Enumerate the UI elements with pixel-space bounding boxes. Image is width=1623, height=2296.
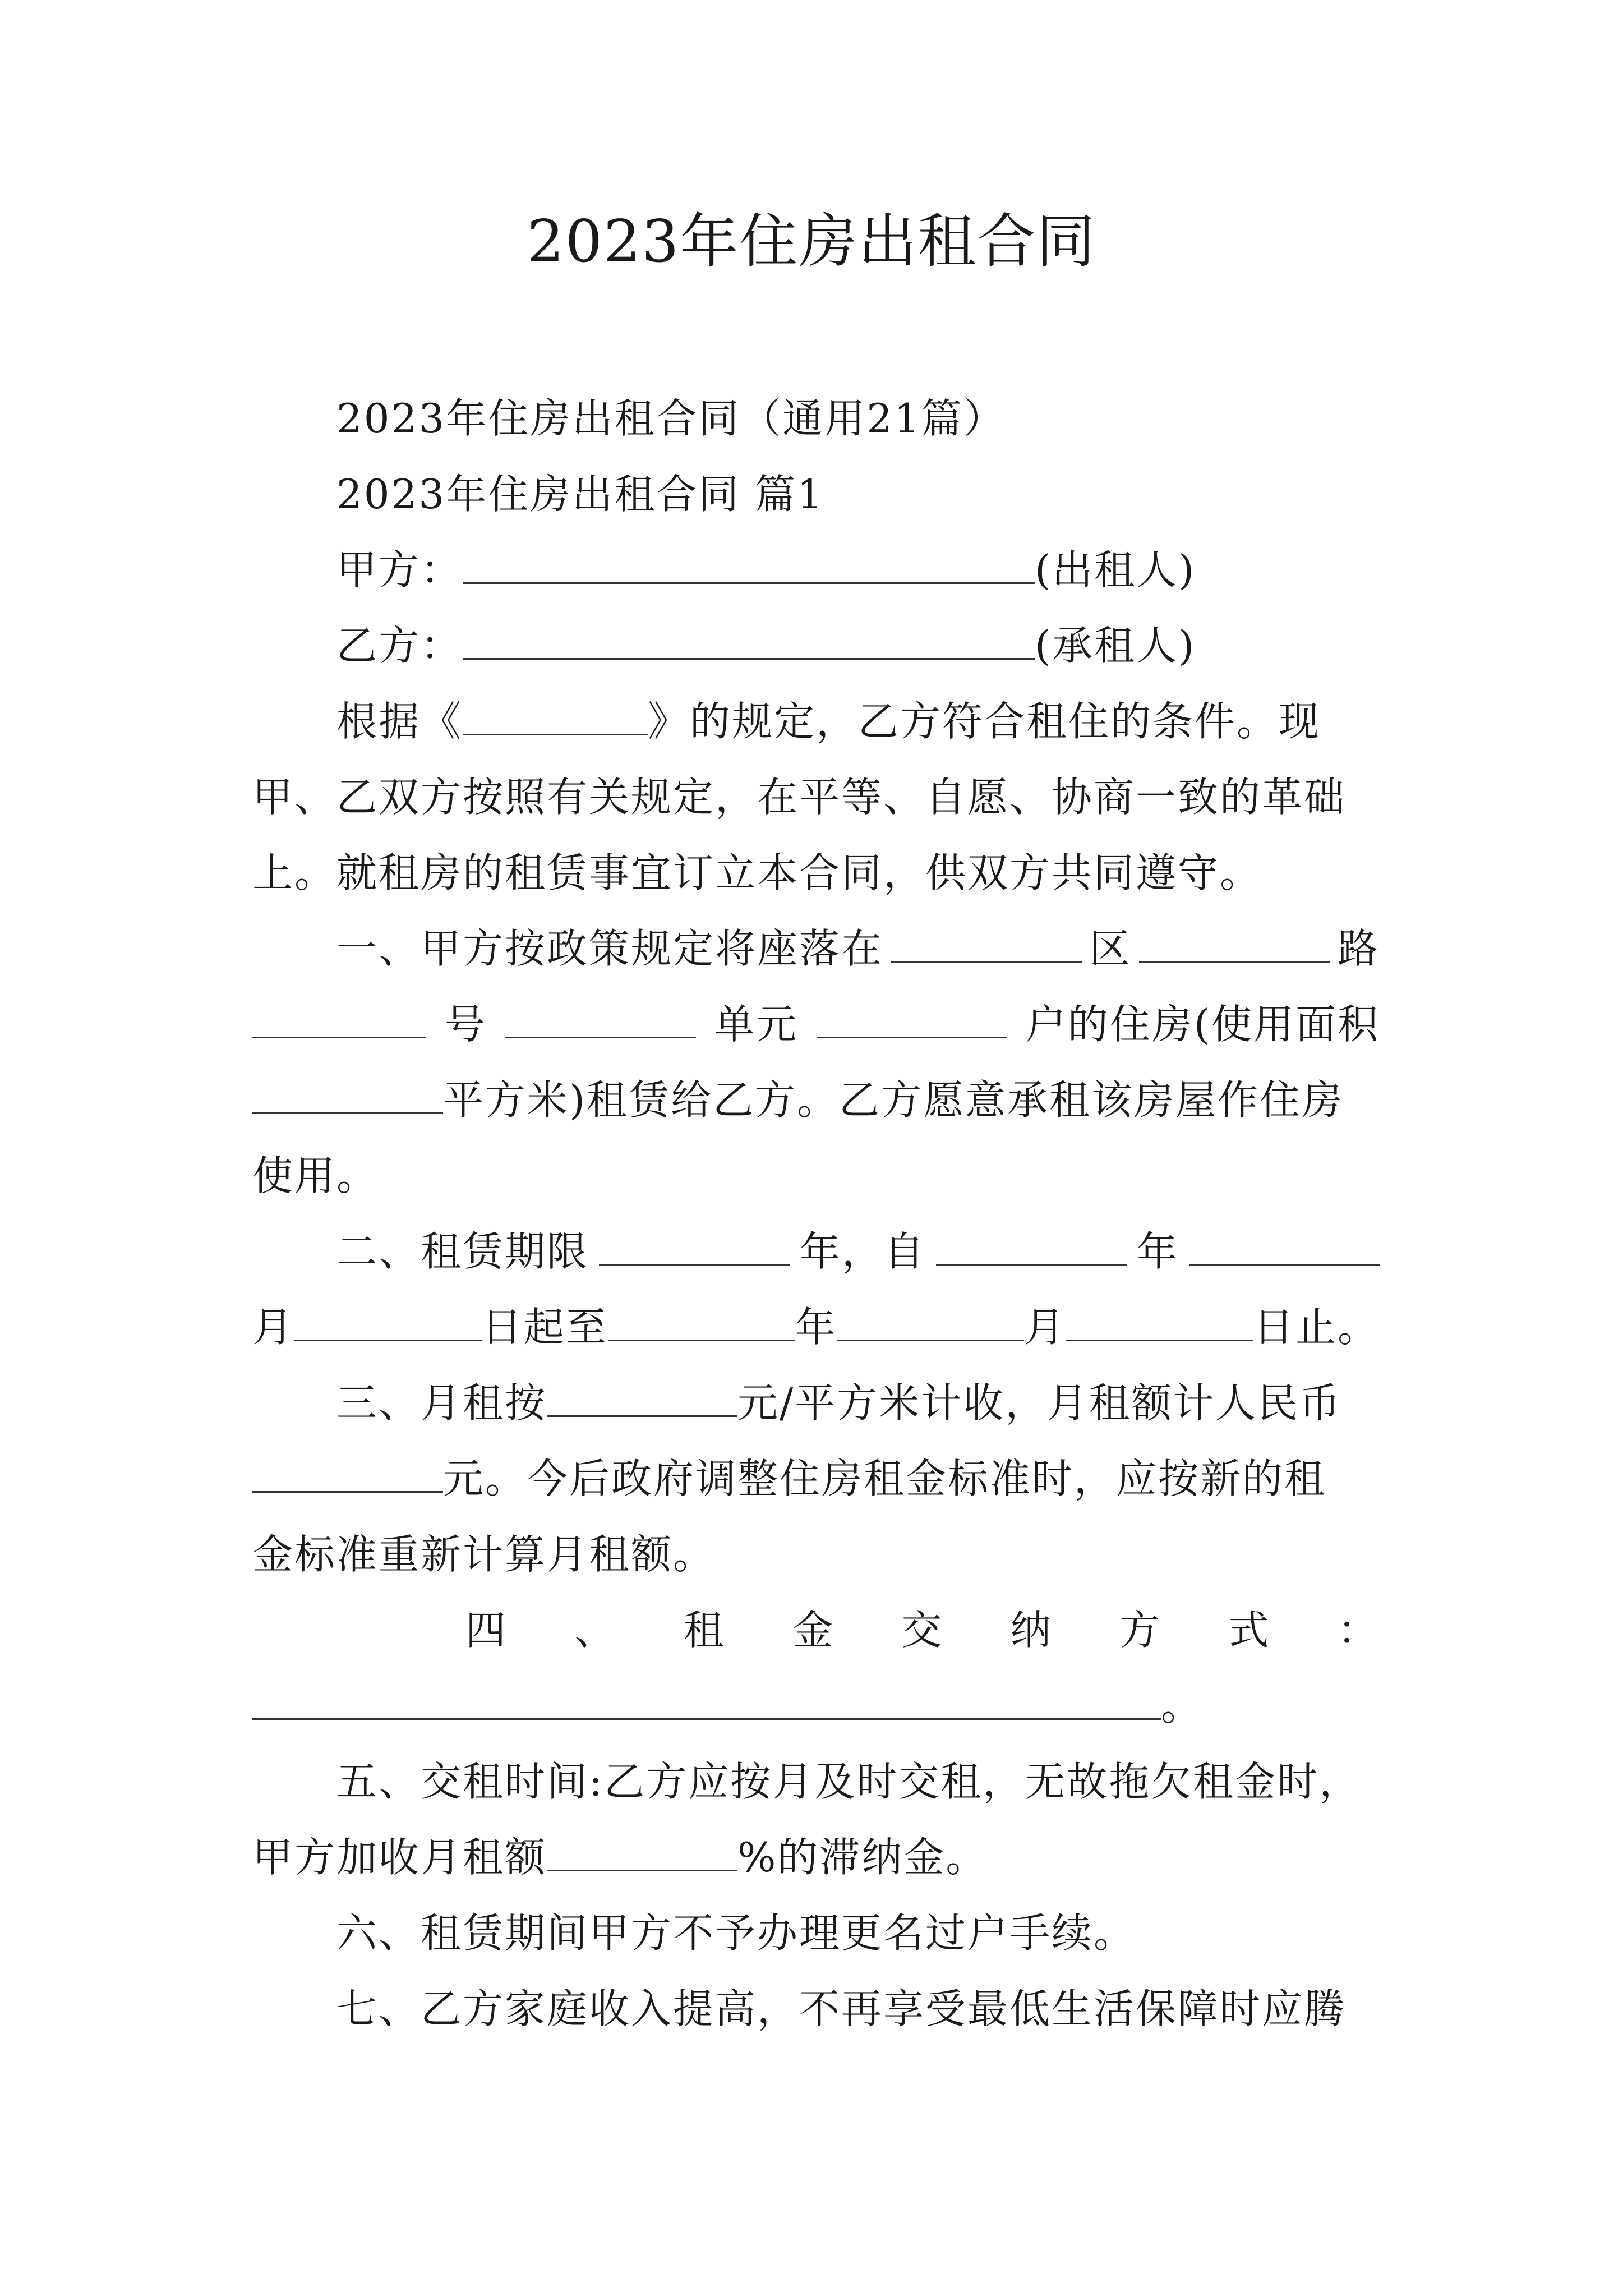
- party-a-label: 甲方：: [336, 546, 463, 593]
- intro-line-3: 上。就租房的租赁事宜订立本合同，供双方共同遵守。: [252, 849, 1262, 896]
- clause-text: 年: [1136, 1228, 1179, 1275]
- clause-5-line-1: 五、交租时间:乙方应按月及时交租，无故拖欠租金时，: [336, 1758, 1362, 1805]
- number-blank: [252, 1002, 426, 1038]
- clause-6: 六、租赁期间甲方不予办理更名过户手续。: [336, 1910, 1136, 1957]
- end-day-blank: [1066, 1305, 1253, 1341]
- start-month-blank: [1189, 1229, 1380, 1266]
- district-blank: [891, 926, 1082, 963]
- clause-text: 日止。: [1253, 1304, 1380, 1351]
- party-a-role: (出租人): [1035, 546, 1196, 593]
- clause-text: 二、租赁期限: [336, 1228, 589, 1275]
- clause-3-line-1: [336, 1372, 1380, 1434]
- party-b-label: 乙方：: [336, 622, 463, 669]
- end-year-blank: [608, 1305, 795, 1341]
- clause-3-line-3: 金标准重新计算月租额。: [252, 1531, 716, 1578]
- clause-text: 月: [1024, 1304, 1067, 1351]
- clause-7-line-1: 七、乙方家庭收入提高，不再享受最低生活保障时应腾: [336, 1985, 1347, 2032]
- clause-3-line-2: [252, 1447, 1380, 1510]
- clause-text: 元。今后政府调整住房租金标准时，应按新的租: [443, 1455, 1327, 1502]
- payment-method-blank: [252, 1683, 1161, 1720]
- section-heading: 2023年住房出租合同 篇1: [336, 471, 824, 518]
- clause-4-line-2: [252, 1674, 1380, 1737]
- intro-text: 根据《: [336, 698, 463, 745]
- intro-text: 》的规定，乙方符合租住的条件。现: [648, 698, 1321, 745]
- clause-1-line-4: 使用。: [252, 1152, 379, 1199]
- clause-text: 一、甲方按政策规定将座落在: [336, 925, 884, 972]
- clause-text: 三、月租按: [336, 1379, 547, 1427]
- end-month-blank: [837, 1305, 1025, 1341]
- document-title: 2023年住房出租合同: [527, 207, 1096, 275]
- party-b-line: [336, 614, 1380, 677]
- clause-char: ：: [1337, 1607, 1380, 1654]
- clause-char: 四: [465, 1607, 508, 1654]
- clause-char: 纳: [1010, 1607, 1053, 1654]
- clause-text: 户的住房(使用面积: [1025, 1001, 1380, 1048]
- rate-blank: [547, 1381, 737, 1417]
- start-day-blank: [294, 1305, 482, 1341]
- term-years-blank: [599, 1229, 790, 1266]
- clause-5-line-2: [252, 1826, 1380, 1889]
- clause-2-line-2: [252, 1296, 1380, 1359]
- intro-line-1: [336, 690, 1380, 753]
- start-year-blank: [936, 1229, 1127, 1266]
- clause-text: 年，自: [799, 1228, 926, 1275]
- party-a-line: [336, 539, 1380, 601]
- clause-text: 年: [795, 1304, 837, 1351]
- clause-text: 单元: [714, 1001, 799, 1048]
- party-a-blank: [463, 547, 1035, 584]
- clause-text: 月: [252, 1304, 295, 1351]
- road-blank: [1139, 926, 1330, 963]
- clause-1-line-2: [252, 993, 1380, 1056]
- subtitle: 2023年住房出租合同（通用21篇）: [336, 395, 1006, 442]
- clause-char: 交: [901, 1607, 944, 1654]
- clause-1-line-1: [336, 917, 1380, 980]
- intro-line-2: 甲、乙双方按照有关规定，在平等、自愿、协商一致的革础: [252, 774, 1347, 821]
- party-b-blank: [463, 623, 1035, 660]
- party-b-role: (承租人): [1035, 622, 1196, 669]
- late-fee-blank: [547, 1835, 737, 1871]
- clause-text: 日起至: [481, 1304, 608, 1351]
- unit-blank: [505, 1002, 696, 1038]
- law-name-blank: [463, 699, 648, 735]
- clause-2-line-1: [336, 1220, 1380, 1283]
- clause-text: 。: [1161, 1682, 1204, 1729]
- clause-text: 区: [1089, 925, 1132, 972]
- clause-text: 元/平方米计收，月租额计人民币: [737, 1379, 1342, 1427]
- area-blank: [252, 1078, 443, 1114]
- clause-text: 路: [1337, 925, 1380, 972]
- clause-1-line-3: [252, 1069, 1380, 1131]
- household-blank: [817, 1002, 1007, 1038]
- clause-char: 方: [1119, 1607, 1162, 1654]
- clause-text: 平方米)租赁给乙方。乙方愿意承租该房屋作住房: [443, 1076, 1344, 1124]
- clause-text: 号: [444, 1001, 487, 1048]
- monthly-rent-blank: [252, 1456, 443, 1493]
- clause-char: 金: [792, 1607, 835, 1654]
- clause-text: %的滞纳金。: [737, 1834, 988, 1881]
- clause-char: 、: [574, 1607, 617, 1654]
- clause-4-line-1: [465, 1599, 1380, 1662]
- clause-char: 式: [1228, 1607, 1271, 1654]
- clause-char: 租: [683, 1607, 726, 1654]
- clause-text: 甲方加收月租额: [252, 1834, 547, 1881]
